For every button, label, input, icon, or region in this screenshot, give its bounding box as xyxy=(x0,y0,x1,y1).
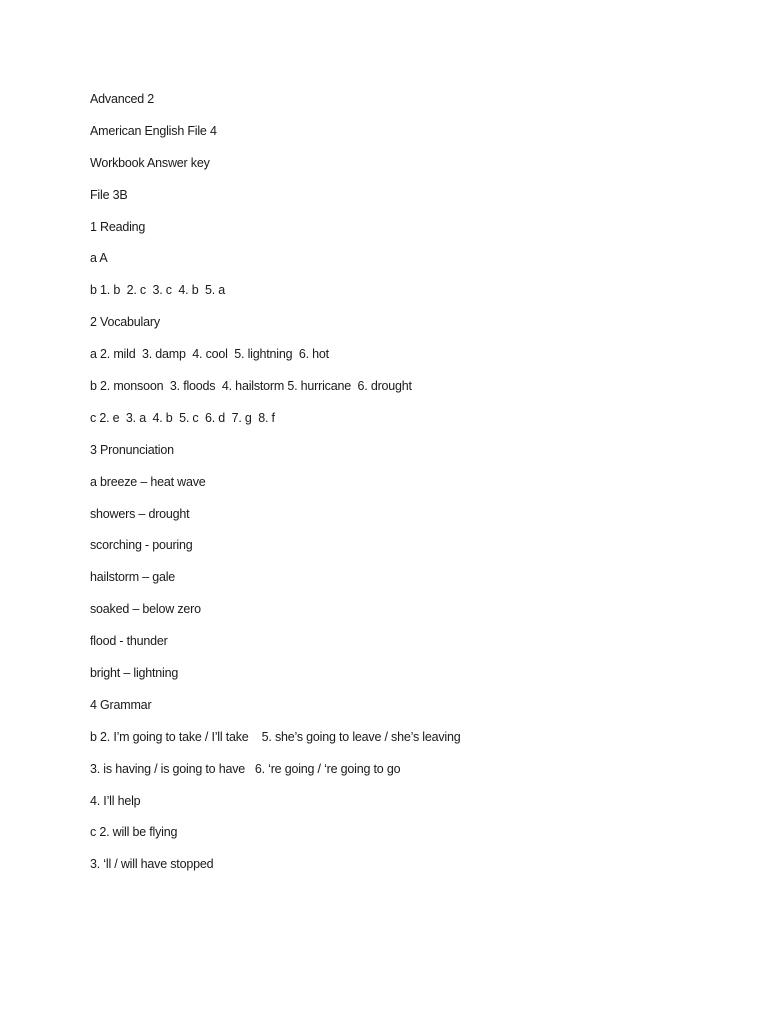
answer-line: b 2. I’m going to take / I’ll take 5. she’s going to leave / she’s leaving xyxy=(90,729,461,744)
doc-title-level: Advanced 2 xyxy=(90,92,155,106)
section-heading-vocabulary: 2 Vocabulary xyxy=(90,315,160,330)
answer-line: a 2. mild 3. damp 4. cool 5. lightning 6. hot xyxy=(90,347,329,362)
answer-key-text xyxy=(90,90,730,887)
doc-title-type: Workbook Answer key xyxy=(90,155,210,170)
answer-line: b 1. b 2. c 3. c 4. b 5. a xyxy=(90,283,226,298)
answer-line: scorching - pouring xyxy=(90,538,193,553)
answer-line: hailstorm – gale xyxy=(90,570,176,585)
answer-line: 3. is having / is going to have 6. ‘re going / ‘re going to go xyxy=(90,761,401,776)
doc-title-book: American English File 4 xyxy=(90,123,217,138)
file-heading: File 3B xyxy=(90,187,128,202)
answer-line: a A xyxy=(90,251,108,266)
answer-line: bright – lightning xyxy=(90,666,179,681)
answer-line: b 2. monsoon 3. floods 4. hailstorm 5. hurricane 6. drought xyxy=(90,379,412,394)
section-heading-pronunciation: 3 Pronunciation xyxy=(90,442,174,457)
answer-line: 4. I’ll help xyxy=(90,793,141,808)
answer-line: c 2. will be flying xyxy=(90,825,178,840)
answer-line: 3. ‘ll / will have stopped xyxy=(90,857,214,872)
answer-line: c 2. e 3. a 4. b 5. c 6. d 7. g 8. f xyxy=(90,410,275,425)
section-heading-grammar: 4 Grammar xyxy=(90,697,152,712)
answer-line: soaked – below zero xyxy=(90,602,201,617)
answer-line: a breeze – heat wave xyxy=(90,474,206,489)
answer-line: showers – drought xyxy=(90,506,190,521)
answer-line: flood - thunder xyxy=(90,634,168,649)
section-heading-reading: 1 Reading xyxy=(90,219,146,234)
